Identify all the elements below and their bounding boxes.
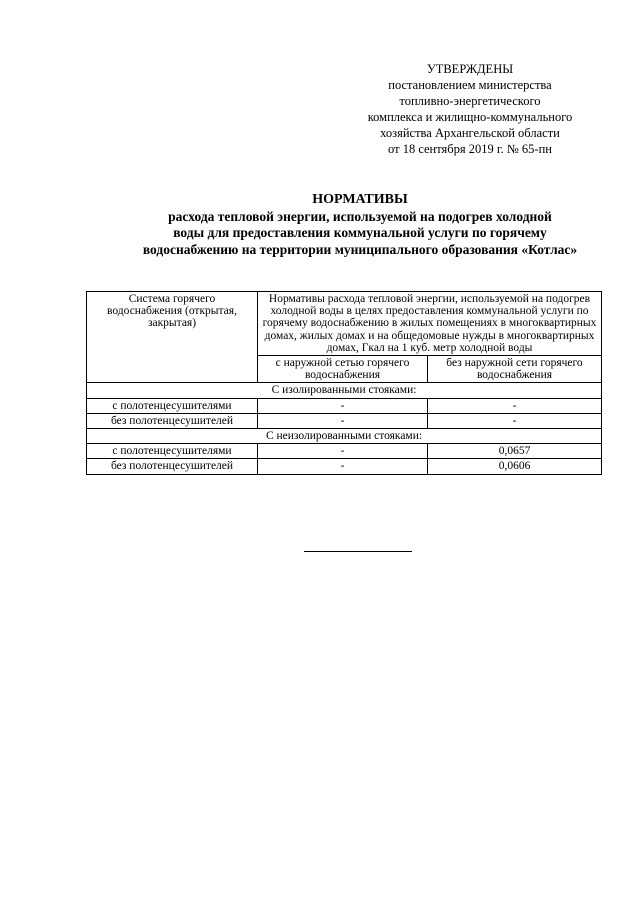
section-title: С неизолированными стояками: [87, 429, 602, 444]
approval-title: УТВЕРЖДЕНЫ [426, 62, 514, 76]
document-subtitle-line: водоснабжению на территории муниципального образования «Котлас» [142, 241, 578, 257]
row-with-value: - [258, 413, 428, 428]
section-row [87, 383, 602, 398]
row-with-value: - [258, 459, 428, 474]
row-with-value: - [258, 444, 428, 459]
norms-table [86, 291, 602, 475]
document-subtitle-line: расхода тепловой энергии, используемой на подогрев холодной [168, 208, 552, 224]
document-heading: НОРМАТИВЫ [312, 192, 408, 207]
section-row [87, 429, 602, 444]
table-header-row [87, 292, 602, 356]
row-label: с полотенцесушителями [87, 398, 258, 413]
row-without-value: - [428, 413, 602, 428]
table-row [87, 398, 602, 413]
row-with-value: - [258, 398, 428, 413]
section-title: С изолированными стояками: [87, 383, 602, 398]
document-subtitle-line: воды для предоставления коммунальной услуги по горячему [173, 225, 547, 240]
header-system: Система горячего водоснабжения (открытая, закрытая) [87, 292, 258, 383]
approval-line: хозяйства Архангельской области [380, 126, 560, 140]
table-row [87, 459, 602, 474]
table-row [87, 444, 602, 459]
row-without-value: 0,0606 [428, 459, 602, 474]
approval-line: топливно-энергетического [399, 94, 541, 108]
header-with-network: с наружной сетью горячего водоснабжения [258, 356, 428, 383]
row-label: с полотенцесушителями [87, 444, 258, 459]
document-title [60, 192, 640, 258]
row-without-value: 0,0657 [428, 444, 602, 459]
row-label: без полотенцесушителей [87, 459, 258, 474]
approval-line: комплекса и жилищно-коммунального [367, 110, 573, 124]
header-without-network: без наружной сети горячего водоснабжения [428, 356, 602, 383]
table-row [87, 413, 602, 428]
row-label: без полотенцесушителей [87, 413, 258, 428]
approval-line: постановлением министерства [388, 78, 552, 92]
closing-line [304, 551, 412, 552]
approval-date: от 18 сентября 2019 г. № 65-пн [388, 142, 552, 156]
row-without-value: - [428, 398, 602, 413]
header-norms: Нормативы расхода тепловой энергии, используемой на подогрев холодной воды в целях предоставления коммунальной услуги по горячему водоснабжению в жилых помещениях в многоквартирных домах, жилых домах и на общедомовые нужды в многоквартирных домах, Гкал на 1 куб. метр холодной воды [258, 292, 602, 356]
approval-block [340, 61, 600, 157]
